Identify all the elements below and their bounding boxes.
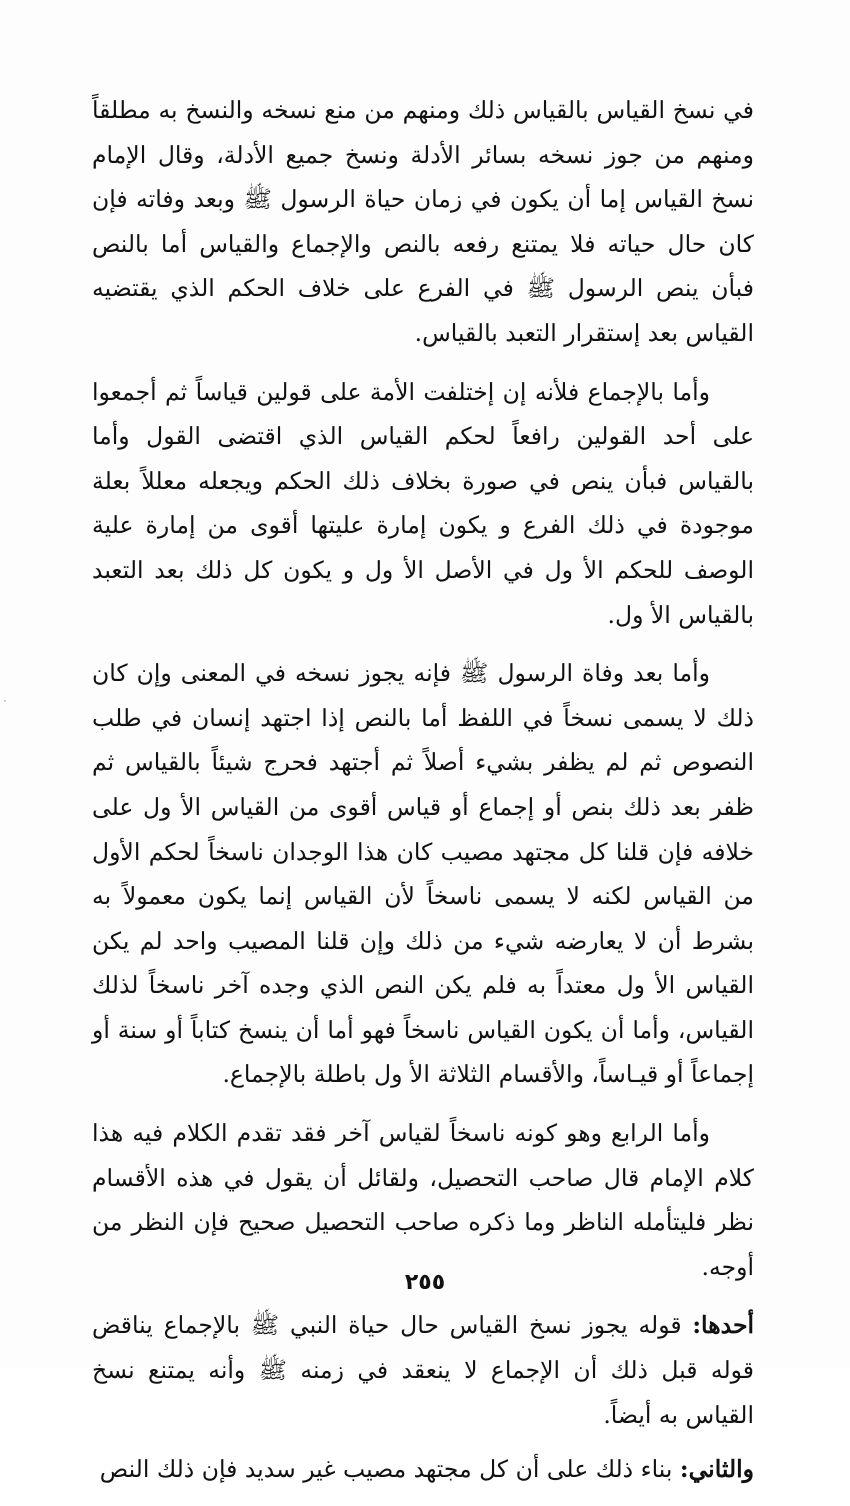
paragraph-4-text: وأما الرابع وهو كونه ناسخاً لقياس آخر فقد تقدم الكلام فيه هذا كلام الإمام قال صاحب التحصيل، ولقائل أن يقول في هذه الأقسام نظر فليتأمله الناظر وما ذكره صاحب التحصيل صحيح فإن النظر من أوجه. <box>92 1119 754 1281</box>
scan-edge-mark <box>4 700 6 702</box>
paragraph-6-lead: والثاني: <box>679 1455 754 1484</box>
paragraph-3-text: وأما بعد وفاة الرسول ﷺ فإنه يجوز نسخه في المعنى وإن كان ذلك لا يسمى نسخاً في اللفظ أما بالنص إذا اجتهد إنسان في طلب النصوص ثم لم يظفر بشيء أصلاً ثم أجتهد فحرج شيئاً بالقياس ثم ظفر بعد ذلك بنص أو إجماع أو قياس أقوى من القياس الأ ول على خلافه فإن قلنا كل مجتهد مصيب كان هذا الوجدان ناسخاً لحكم الأول من القياس لكنه لا يسمى ناسخاً لأن القياس إنما يكون معمولاً به بشرط أن لا يعارضه شيء من ذلك وإن قلنا المصيب واحد لم يكن القياس الأ ول معتداً به فلم يكن النص الذي وجده آخر ناسخاً لذلك القياس، وأما أن يكون القياس ناسخاً فهو أما أن ينسخ كتاباً أو سنة أو إجماعاً أو قيـاساً، والأقسام الثلاثة الأ ول باطلة بالإجماع. <box>92 659 754 1089</box>
paragraph-1 <box>92 88 754 356</box>
paragraph-6-text: بناء ذلك على أن كل مجتهد مصيب غير سديد فإن ذلك النص <box>99 1455 680 1484</box>
paragraph-5 <box>92 1303 754 1437</box>
paragraph-3 <box>92 651 754 1097</box>
paragraph-4 <box>92 1111 754 1289</box>
paragraph-5-lead: أحدها: <box>692 1311 754 1340</box>
paragraph-2-text: وأما بالإجماع فلأنه إن إختلفت الأمة على قولين قياساً ثم أجمعوا على أحد القولين رافعاً لحكم القياس الذي اقتضى القول وأما بالقياس فبأن ينص في صورة بخلاف ذلك الحكم ويجعله معللاً بعلة موجودة في ذلك الفرع و يكون إمارة عليتها أقوى من إمارة علية الوصف للحكم الأ ول في الأصل الأ ول و يكون كل ذلك بعد التعبد بالقياس الأ ول. <box>92 377 754 629</box>
page-number: ٢٥٥ <box>404 1270 446 1295</box>
paragraph-5-text: قوله يجوز نسخ القياس حال حياة النبي ﷺ بالإجماع يناقض قوله قبل ذلك أن الإجماع لا ينعقد في زمنه ﷺ وأنه يمتنع نسخ القياس به أيضاً. <box>92 1311 754 1429</box>
paragraph-6 <box>92 1447 754 1492</box>
paragraph-1-text: في نسخ القياس بالقياس ذلك ومنهم من منع نسخه والنسخ به مطلقاً ومنهم من جوز نسخه بسائر الأدلة ونسخ جميع الأدلة، وقال الإمام نسخ القياس إما أن يكون في زمان حياة الرسول ﷺ وبعد وفاته فإن كان حال حياته فلا يمتنع رفعه بالنص والإجماع والقياس أما بالنص فبأن ينص الرسول ﷺ في الفرع على خلاف الحكم الذي يقتضيه القياس بعد إستقرار التعبد بالقياس. <box>92 96 754 347</box>
paragraph-2 <box>92 370 754 638</box>
